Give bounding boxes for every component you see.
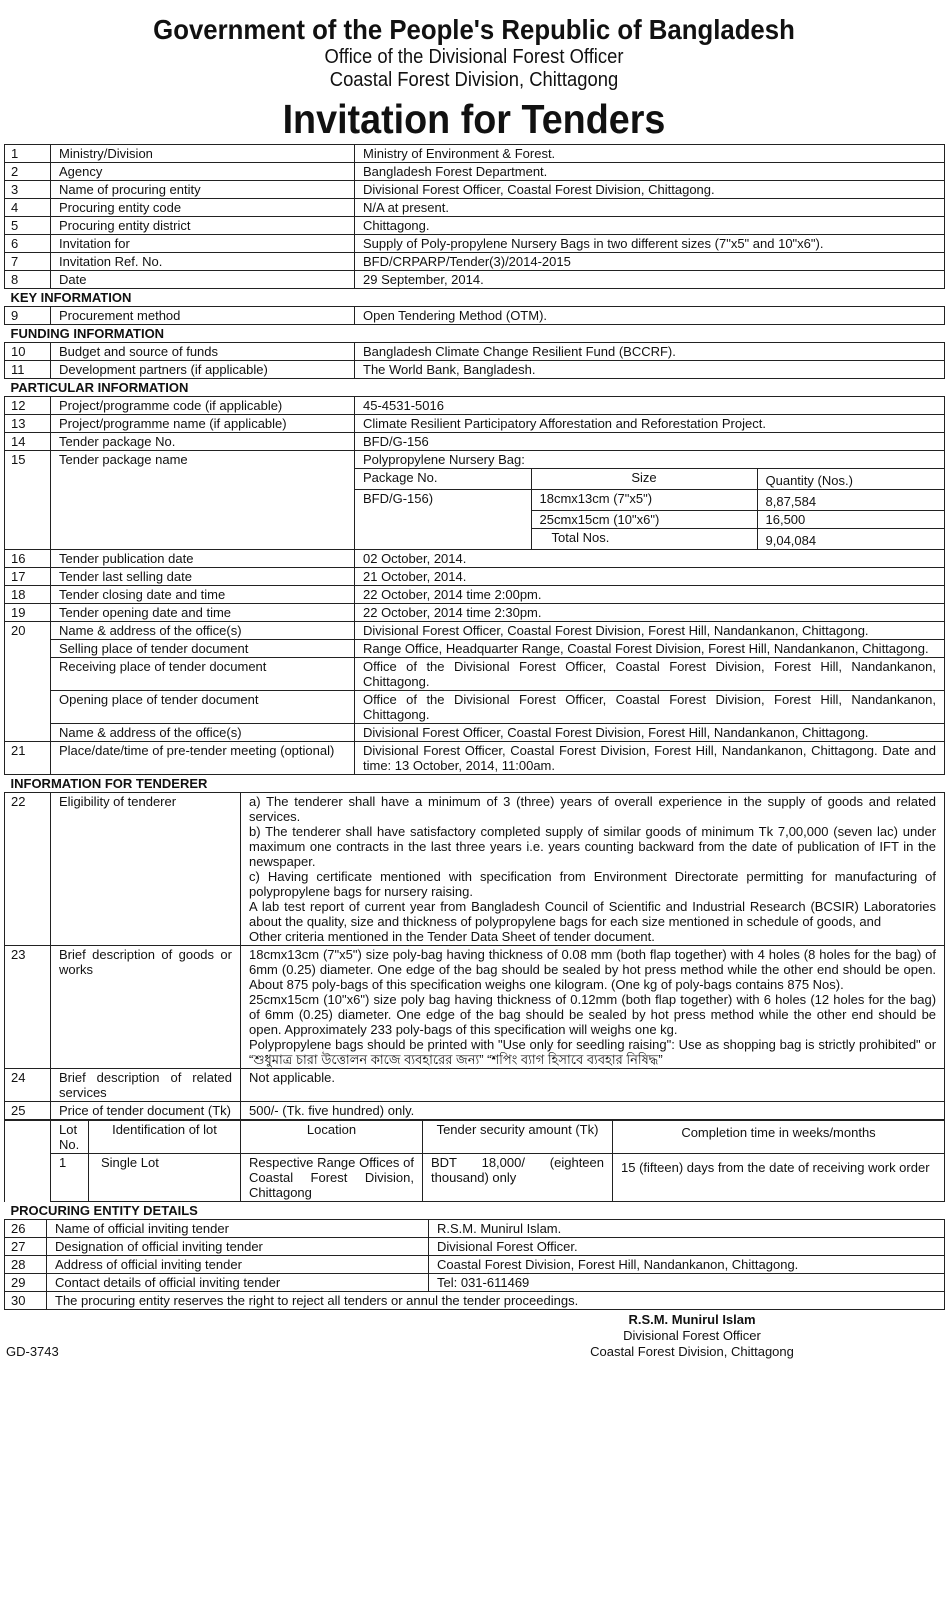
row-value: Climate Resilient Participatory Afforestation and Reforestation Project. (355, 415, 945, 433)
table-row (5, 253, 945, 271)
table-row (5, 235, 945, 253)
completion-header: Completion time in weeks/months (613, 1121, 945, 1154)
row-label: Name of official inviting tender (47, 1220, 429, 1238)
size-cell: 25cmx15cm (10"x6") (531, 511, 757, 529)
tender-table-tenderer (4, 775, 945, 1120)
table-row (5, 271, 945, 289)
row-label: Invitation for (51, 235, 355, 253)
row-number: 4 (5, 199, 51, 217)
row-value: 22 October, 2014 time 2:30pm. (355, 604, 945, 622)
gd-code: GD-3743 (6, 1344, 59, 1359)
table-row (5, 1238, 945, 1256)
table-row (5, 181, 945, 199)
row-label: Tender package name (51, 451, 355, 550)
row-value: 22 October, 2014 time 2:00pm. (355, 586, 945, 604)
row-number: 12 (5, 397, 51, 415)
row-value: 500/- (Tk. five hundred) only. (241, 1102, 945, 1120)
goods-spec-small: 18cmx13cm (7"x5") size poly-bag having thickness of 0.08 mm (both flap together) with 4 holes (8 holes for the bag) of 6mm (0.25) diameter. One edge of the bag should be sealed by hot press method while the other end should be open. About 875 poly-bags of this specification weighs one kilogram. (One kg of poly-bags contains 875 Nos). (249, 947, 937, 992)
table-row (5, 361, 945, 379)
section-heading-key: KEY INFORMATION (5, 289, 945, 307)
table-row (5, 568, 945, 586)
identification-header: Identification of lot (89, 1121, 241, 1154)
row-label: Name & address of the office(s) (51, 622, 355, 640)
lot-completion: 15 (fifteen) days from the date of receiving work order (613, 1154, 945, 1202)
location-header: Location (241, 1121, 423, 1154)
row-value: Bangladesh Forest Department. (355, 163, 945, 181)
row-value (241, 946, 945, 1069)
row-number: 22 (5, 793, 51, 946)
table-row (5, 1069, 945, 1102)
row-value: Office of the Divisional Forest Officer, Coastal Forest Division, Forest Hill, Nandankanon, Chittagong. (355, 658, 945, 691)
row-number: 20 (5, 622, 51, 742)
table-row-eligibility (5, 793, 945, 946)
row-label: Tender last selling date (51, 568, 355, 586)
row-value: Divisional Forest Officer, Coastal Forest Division, Forest Hill, Nandankanon, Chittagong. Date and time: 13 October, 2014, 11:00am. (355, 742, 945, 775)
table-row (5, 433, 945, 451)
table-row (5, 145, 945, 163)
row-number: 2 (5, 163, 51, 181)
table-row (5, 658, 945, 691)
table-row (5, 742, 945, 775)
lot-location: Respective Range Offices of Coastal Forest Division, Chittagong (241, 1154, 423, 1202)
signatory (572, 1312, 812, 1360)
lot-identification: Single Lot (89, 1154, 241, 1202)
lot-no-header: Lot No. (51, 1121, 89, 1154)
row-number: 26 (5, 1220, 47, 1238)
row-label: Contact details of official inviting tender (47, 1274, 429, 1292)
eligibility-b: b) The tenderer shall have satisfactory completed supply of similar goods of minimum Tk 7,00,000 (seven lac) under maximum one contracts in the last three years i.e. years counting backward from the date of publication of IFT in the newspaper. (249, 824, 937, 869)
lot-security: BDT 18,000/ (eighteen thousand) only (423, 1154, 613, 1202)
row-label: Name & address of the office(s) (51, 724, 355, 742)
table-row (5, 307, 945, 325)
row-number: 9 (5, 307, 51, 325)
notice-header (4, 14, 944, 144)
table-row (5, 1102, 945, 1120)
row-label: Receiving place of tender document (51, 658, 355, 691)
row-label: Eligibility of tenderer (51, 793, 241, 946)
row-label: Procuring entity district (51, 217, 355, 235)
table-row (5, 415, 945, 433)
table-row (5, 199, 945, 217)
table-row-package (5, 451, 945, 550)
row-value: Range Office, Headquarter Range, Coastal Forest Division, Forest Hill, Nandankanon, Chittagong. (355, 640, 945, 658)
section-heading-particular: PARTICULAR INFORMATION (5, 379, 945, 397)
row-value: Coastal Forest Division, Forest Hill, Nandankanon, Chittagong. (429, 1256, 945, 1274)
row-label: Brief description of related services (51, 1069, 241, 1102)
row-number: 23 (5, 946, 51, 1069)
row-value: 21 October, 2014. (355, 568, 945, 586)
row-value: 02 October, 2014. (355, 550, 945, 568)
lot-header-row (5, 1121, 945, 1154)
row-number: 1 (5, 145, 51, 163)
size-header: Size (531, 469, 757, 490)
row-value: Bangladesh Climate Change Resilient Fund (BCCRF). (355, 343, 945, 361)
row-label: Brief description of goods or works (51, 946, 241, 1069)
row-label: Ministry/Division (51, 145, 355, 163)
row-value: Office of the Divisional Forest Officer, Coastal Forest Division, Forest Hill, Nandankanon, Chittagong. (355, 691, 945, 724)
quantity-cell: 16,500 (757, 511, 945, 529)
signatory-office: Coastal Forest Division, Chittagong (590, 1344, 794, 1359)
row-value: Divisional Forest Officer, Coastal Forest Division, Chittagong. (355, 181, 945, 199)
package-cell (355, 451, 945, 550)
package-table (355, 468, 945, 549)
reservation-clause: The procuring entity reserves the right to reject all tenders or annul the tender proceedings. (47, 1292, 945, 1310)
table-row-goods (5, 946, 945, 1069)
row-number: 17 (5, 568, 51, 586)
eligibility-other: Other criteria mentioned in the Tender Data Sheet of tender document. (249, 929, 655, 944)
row-number: 27 (5, 1238, 47, 1256)
row-value: Not applicable. (241, 1069, 945, 1102)
row-value: 29 September, 2014. (355, 271, 945, 289)
row-value: Open Tendering Method (OTM). (355, 307, 945, 325)
package-no-header: Package No. (355, 469, 531, 490)
row-number: 3 (5, 181, 51, 199)
signatory-designation: Divisional Forest Officer (623, 1328, 761, 1343)
row-number: 6 (5, 235, 51, 253)
table-row (5, 163, 945, 181)
row-label: Development partners (if applicable) (51, 361, 355, 379)
row-value: Tel: 031-611469 (429, 1274, 945, 1292)
row-label: Price of tender document (Tk) (51, 1102, 241, 1120)
row-label: Opening place of tender document (51, 691, 355, 724)
goods-spec-large: 25cmx15cm (10"x6") size poly bag having thickness of 0.12mm (both flap together) with 6 holes (12 holes for the bag) of 6mm (0.25) diameter. One edge of the bag should be sealed by hot press method while the other end should be open. Approximately 233 poly-bags of this specification will weighs one kg. (249, 992, 937, 1037)
row-label: Project/programme name (if applicable) (51, 415, 355, 433)
table-row (5, 1256, 945, 1274)
row-label: Budget and source of funds (51, 343, 355, 361)
row-label: Tender package No. (51, 433, 355, 451)
row-number: 15 (5, 451, 51, 550)
office-name: Office of the Divisional Forest Officer (324, 46, 624, 68)
row-value: Divisional Forest Officer, Coastal Forest Division, Forest Hill, Nandankanon, Chittagong. (355, 622, 945, 640)
row-value: Supply of Poly-propylene Nursery Bags in two different sizes (7"x5" and 10"x6"). (355, 235, 945, 253)
lot-table (4, 1120, 945, 1202)
table-row (5, 397, 945, 415)
row-number: 28 (5, 1256, 47, 1274)
tender-notice (4, 0, 944, 1370)
row-number: 16 (5, 550, 51, 568)
table-row (5, 724, 945, 742)
row-number: 25 (5, 1102, 51, 1120)
row-number: 18 (5, 586, 51, 604)
row-value: 45-4531-5016 (355, 397, 945, 415)
signature-block (4, 1310, 944, 1370)
row-number: 7 (5, 253, 51, 271)
row-label: Tender closing date and time (51, 586, 355, 604)
row-label: Project/programme code (if applicable) (51, 397, 355, 415)
row-value: Chittagong. (355, 217, 945, 235)
package-header-row (355, 469, 945, 490)
lot-row (5, 1154, 945, 1202)
row-label: Selling place of tender document (51, 640, 355, 658)
table-row (5, 1274, 945, 1292)
row-number: 19 (5, 604, 51, 622)
size-cell: 18cmx13cm (7"x5") (531, 490, 757, 511)
lot-no: 1 (51, 1154, 89, 1202)
security-header: Tender security amount (Tk) (423, 1121, 613, 1154)
table-row (5, 550, 945, 568)
row-label: Agency (51, 163, 355, 181)
table-row (5, 622, 945, 640)
eligibility-c: c) Having certificate mentioned with specification from Environment Directorate permitting for manufacturing of polypropylene bags for nursery raising. (249, 869, 937, 899)
table-row (5, 604, 945, 622)
signatory-name: R.S.M. Munirul Islam (628, 1312, 756, 1327)
total-label: Total Nos. (531, 529, 757, 550)
quantity-header: Quantity (Nos.) (757, 469, 945, 490)
procuring-entity-table (4, 1202, 945, 1310)
table-row (5, 640, 945, 658)
package-no: BFD/G-156) (355, 490, 531, 550)
row-value: The World Bank, Bangladesh. (355, 361, 945, 379)
eligibility-lab-test: A lab test report of current year from Bangladesh Council of Scientific and Industrial Research (BCSIR) Laboratories about the quality, size and thickness of polypropylene bags for each size mentioned in schedule of goods, and (249, 899, 937, 929)
row-value: Divisional Forest Officer. (429, 1238, 945, 1256)
section-heading-information: INFORMATION FOR TENDERER (5, 775, 945, 793)
table-row (5, 1220, 945, 1238)
table-row (5, 691, 945, 724)
row-number: 11 (5, 361, 51, 379)
row-label: Procuring entity code (51, 199, 355, 217)
government-title: Government of the People's Republic of Bangladesh (153, 14, 795, 45)
row-number: 13 (5, 415, 51, 433)
row-value: R.S.M. Munirul Islam. (429, 1220, 945, 1238)
row-label: Date (51, 271, 355, 289)
row-value: BFD/CRPARP/Tender(3)/2014-2015 (355, 253, 945, 271)
row-value (241, 793, 945, 946)
row-number: 21 (5, 742, 51, 775)
row-label: Designation of official inviting tender (47, 1238, 429, 1256)
table-row (5, 1292, 945, 1310)
table-row (5, 343, 945, 361)
goods-printing: Polypropylene bags should be printed with "Use only for seedling raising": Use as shopping bag is strictly prohibited" or “শুধুমাত্র চারা উত্তোলন কাজে ব্যবহারের জন্য” “শপিং ব্যাগ হিসাবে ব্যবহার নিষিদ্ধ” (249, 1037, 937, 1067)
row-label: Place/date/time of pre-tender meeting (optional) (51, 742, 355, 775)
row-number: 8 (5, 271, 51, 289)
row-label: Invitation Ref. No. (51, 253, 355, 271)
row-value: Divisional Forest Officer, Coastal Forest Division, Forest Hill, Nandankanon, Chittagong. (355, 724, 945, 742)
row-label: Address of official inviting tender (47, 1256, 429, 1274)
row-number: 14 (5, 433, 51, 451)
eligibility-a: a) The tenderer shall have a minimum of 3 (three) years of overall experience in the supply of goods and related services. (249, 794, 937, 824)
division-name: Coastal Forest Division, Chittagong (329, 69, 619, 91)
row-number: 24 (5, 1069, 51, 1102)
row-label: Procurement method (51, 307, 355, 325)
row-number: 30 (5, 1292, 47, 1310)
row-value: N/A at present. (355, 199, 945, 217)
package-name: Polypropylene Nursery Bag: (363, 452, 525, 467)
row-label: Tender publication date (51, 550, 355, 568)
table-row (5, 586, 945, 604)
row-number: 10 (5, 343, 51, 361)
row-label: Name of procuring entity (51, 181, 355, 199)
package-row (355, 490, 945, 511)
table-row (5, 217, 945, 235)
row-number: 29 (5, 1274, 47, 1292)
quantity-cell: 8,87,584 (757, 490, 945, 511)
tender-table-general (4, 144, 945, 775)
row-label: Tender opening date and time (51, 604, 355, 622)
row-number: 5 (5, 217, 51, 235)
row-value: Ministry of Environment & Forest. (355, 145, 945, 163)
total-value: 9,04,084 (757, 529, 945, 550)
section-heading-procuring: PROCURING ENTITY DETAILS (5, 1202, 945, 1220)
section-heading-funding: FUNDING INFORMATION (5, 325, 945, 343)
notice-title: Invitation for Tenders (282, 96, 666, 142)
row-value: BFD/G-156 (355, 433, 945, 451)
